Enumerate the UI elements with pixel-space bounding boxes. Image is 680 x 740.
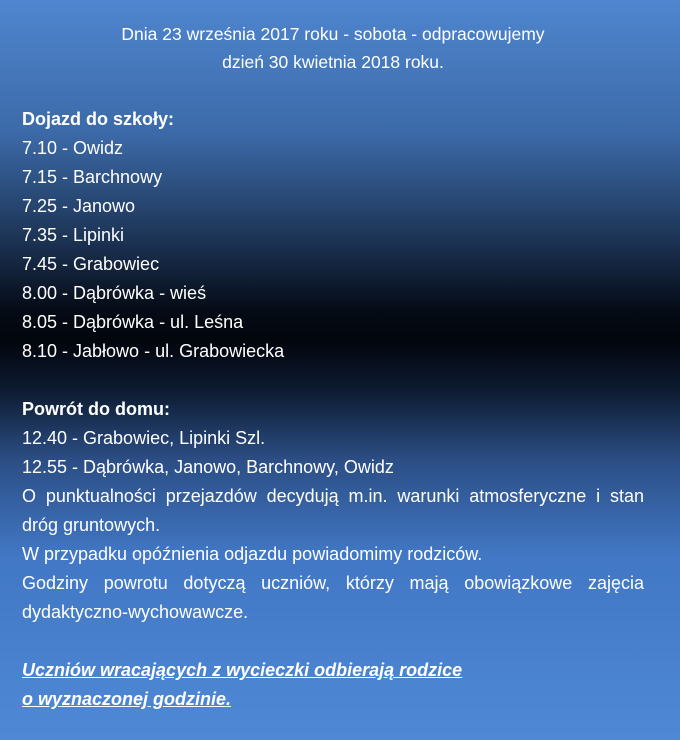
schedule-item: 7.35 - Lipinki	[22, 225, 125, 245]
to-school-section	[22, 105, 644, 366]
schedule-item: 8.00 - Dąbrówka - wieś	[22, 283, 207, 303]
hours-note: Godziny powrotu dotyczą uczniów, którzy mają obowiązkowe zajęcia dydaktyczno-wychowawcze.	[22, 573, 644, 622]
footer-line-2: o wyznaczonej godzinie.	[22, 689, 232, 709]
header-line-1: Dnia 23 września 2017 roku - sobota - odpracowujemy	[121, 24, 545, 44]
schedule-item: 7.25 - Janowo	[22, 196, 136, 216]
footer-line-1: Uczniów wracających z wycieczki odbierają rodzice	[22, 660, 463, 680]
schedule-item: 8.05 - Dąbrówka - ul. Leśna	[22, 312, 244, 332]
punctuality-note: O punktualności przejazdów decydują m.in. warunki atmosferyczne i stan dróg gruntowych.	[22, 486, 644, 535]
spacer	[22, 366, 644, 395]
to-school-title: Dojazd do szkoły:	[22, 109, 175, 129]
return-item: 12.40 - Grabowiec, Lipinki Szl.	[22, 428, 266, 448]
schedule-item: 7.45 - Grabowiec	[22, 254, 160, 274]
return-home-section	[22, 395, 644, 627]
schedule-item: 7.10 - Owidz	[22, 138, 124, 158]
notice-header	[22, 20, 644, 76]
schedule-item: 7.15 - Barchnowy	[22, 167, 163, 187]
header-line-2: dzień 30 kwietnia 2018 roku.	[222, 52, 444, 72]
footer-notice	[22, 656, 644, 714]
return-item: 12.55 - Dąbrówka, Janowo, Barchnowy, Owidz	[22, 457, 394, 477]
schedule-item: 8.10 - Jabłowo - ul. Grabowiecka	[22, 341, 285, 361]
delay-note: W przypadku opóźnienia odjazdu powiadomimy rodziców.	[22, 544, 483, 564]
spacer	[22, 627, 644, 656]
return-home-title: Powrót do domu:	[22, 399, 170, 419]
